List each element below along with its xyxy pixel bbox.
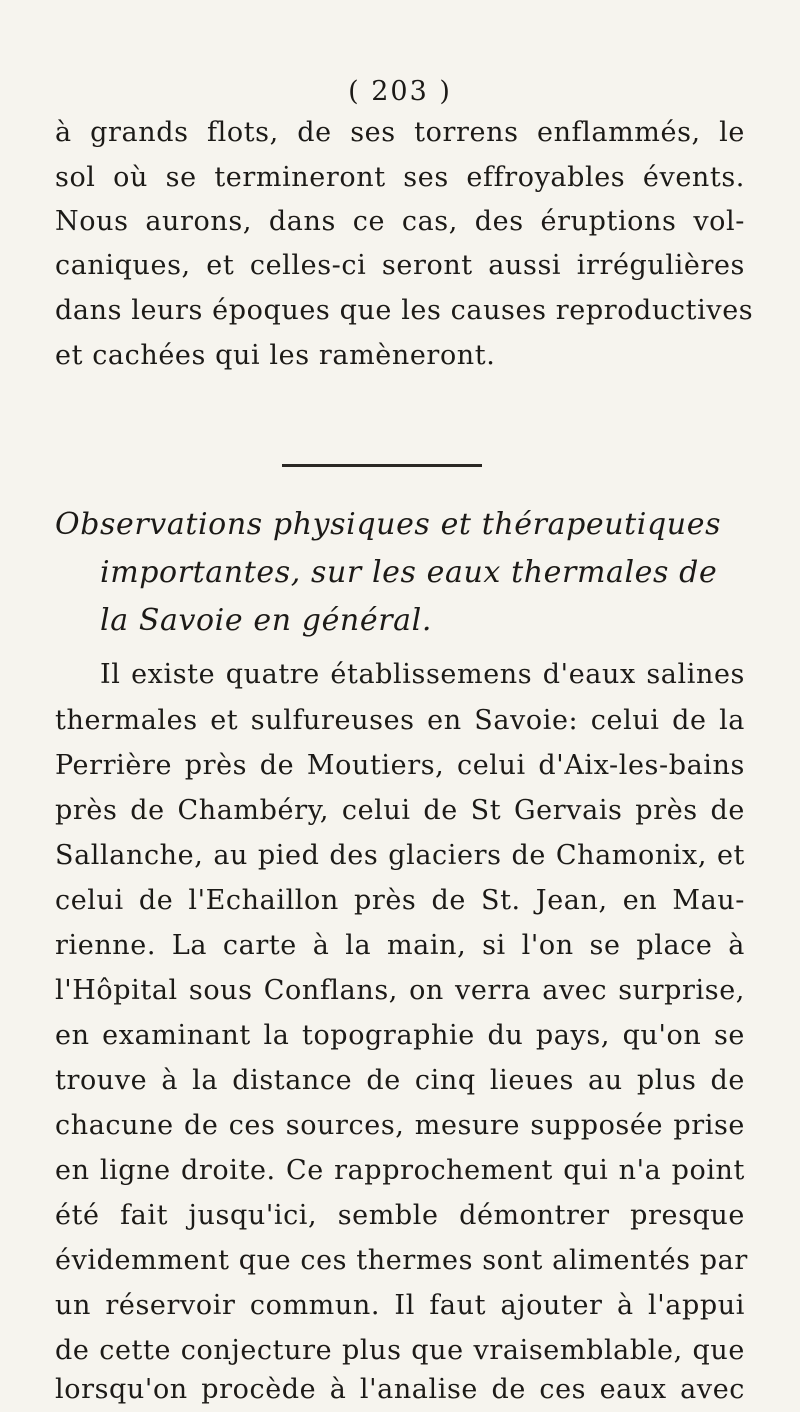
intro-line-1: à grands flots, de ses torrens enflammés, le [55,117,745,148]
body-line-9: en examinant la topographie du pays, qu'on se [55,1020,745,1051]
body-line-12: en ligne droite. Ce rapprochement qui n'a point [55,1155,745,1186]
body-line-17: lorsqu'on procède à l'analise de ces eaux avec [55,1374,745,1405]
intro-line-4: caniques, et celles-ci seront aussi irrégulières [55,250,745,281]
section-divider [282,464,482,467]
intro-line-3: Nous aurons, dans ce cas, des éruptions vol- [55,206,745,237]
body-line-11: chacune de ces sources, mesure supposée prise [55,1110,745,1141]
section-heading-line-2: importantes, sur les eaux thermales de [100,555,718,590]
page-number: ( 203 ) [348,76,452,107]
body-line-4: près de Chambéry, celui de St Gervais près de [55,795,745,826]
section-heading-line-3: la Savoie en général. [100,603,432,638]
body-line-8: l'Hôpital sous Conflans, on verra avec surprise, [55,975,745,1006]
body-line-7: rienne. La carte à la main, si l'on se place à [55,930,745,961]
body-line-16: de cette conjecture plus que vraisemblable, que [55,1335,745,1366]
body-line-2: thermales et sulfureuses en Savoie: celui de la [55,705,745,736]
body-line-1: Il existe quatre établissemens d'eaux salines [100,659,745,690]
body-line-15: un réservoir commun. Il faut ajouter à l'appui [55,1290,745,1321]
body-line-5: Sallanche, au pied des glaciers de Chamonix, et [55,840,745,871]
intro-line-6: et cachées qui les ramèneront. [55,340,496,371]
body-line-14: évidemment que ces thermes sont alimentés par [55,1245,748,1276]
body-line-10: trouve à la distance de cinq lieues au plus de [55,1065,745,1096]
body-line-13: été fait jusqu'ici, semble démontrer presque [55,1200,745,1231]
body-line-6: celui de l'Echaillon près de St. Jean, en Mau- [55,885,745,916]
intro-line-5: dans leurs époques que les causes reproductives [55,295,754,326]
section-heading-line-1: Observations physiques et thérapeutiques [55,507,722,542]
intro-line-2: sol où se termineront ses effroyables évents. [55,162,745,193]
body-line-3: Perrière près de Moutiers, celui d'Aix-les-bains [55,750,745,781]
